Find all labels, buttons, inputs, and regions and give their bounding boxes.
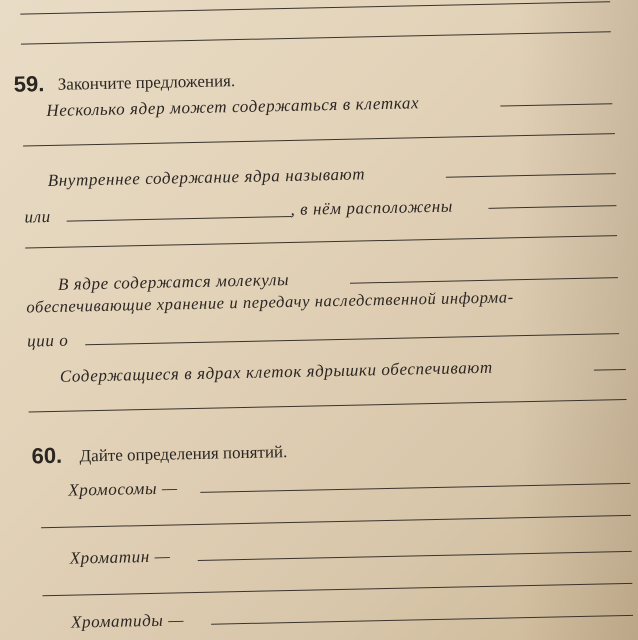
sentence-4-start: В ядре содержатся молекулы	[57, 270, 290, 294]
term-chromosomes: Хромосомы —	[68, 478, 178, 500]
sentence-3-end: , в нём расположены	[290, 196, 454, 219]
sentence-2: Внутреннее содержание ядра называют	[47, 164, 366, 191]
task-number: 59.	[13, 71, 45, 97]
sentence-4-end: ции о	[26, 330, 69, 351]
term-chromatin: Хроматин —	[69, 546, 171, 568]
sentence-5: Содержащиеся в ядрах клеток ядрышки обеспечивают	[59, 357, 493, 386]
task-title: Дайте определения понятий.	[79, 442, 288, 466]
term-chromatids: Хроматиды —	[70, 610, 185, 632]
task-title: Закончите предложения.	[57, 71, 236, 94]
answer-line	[67, 216, 292, 222]
sentence-4-middle: обеспечивающие хранение и передачу наследственной информа-	[26, 287, 514, 317]
sentence-1: Несколько ядер может содержаться в клетках	[46, 93, 420, 121]
sentence-3-start: или	[24, 206, 51, 227]
task-number: 60.	[31, 442, 63, 469]
page-shadow	[518, 0, 638, 640]
